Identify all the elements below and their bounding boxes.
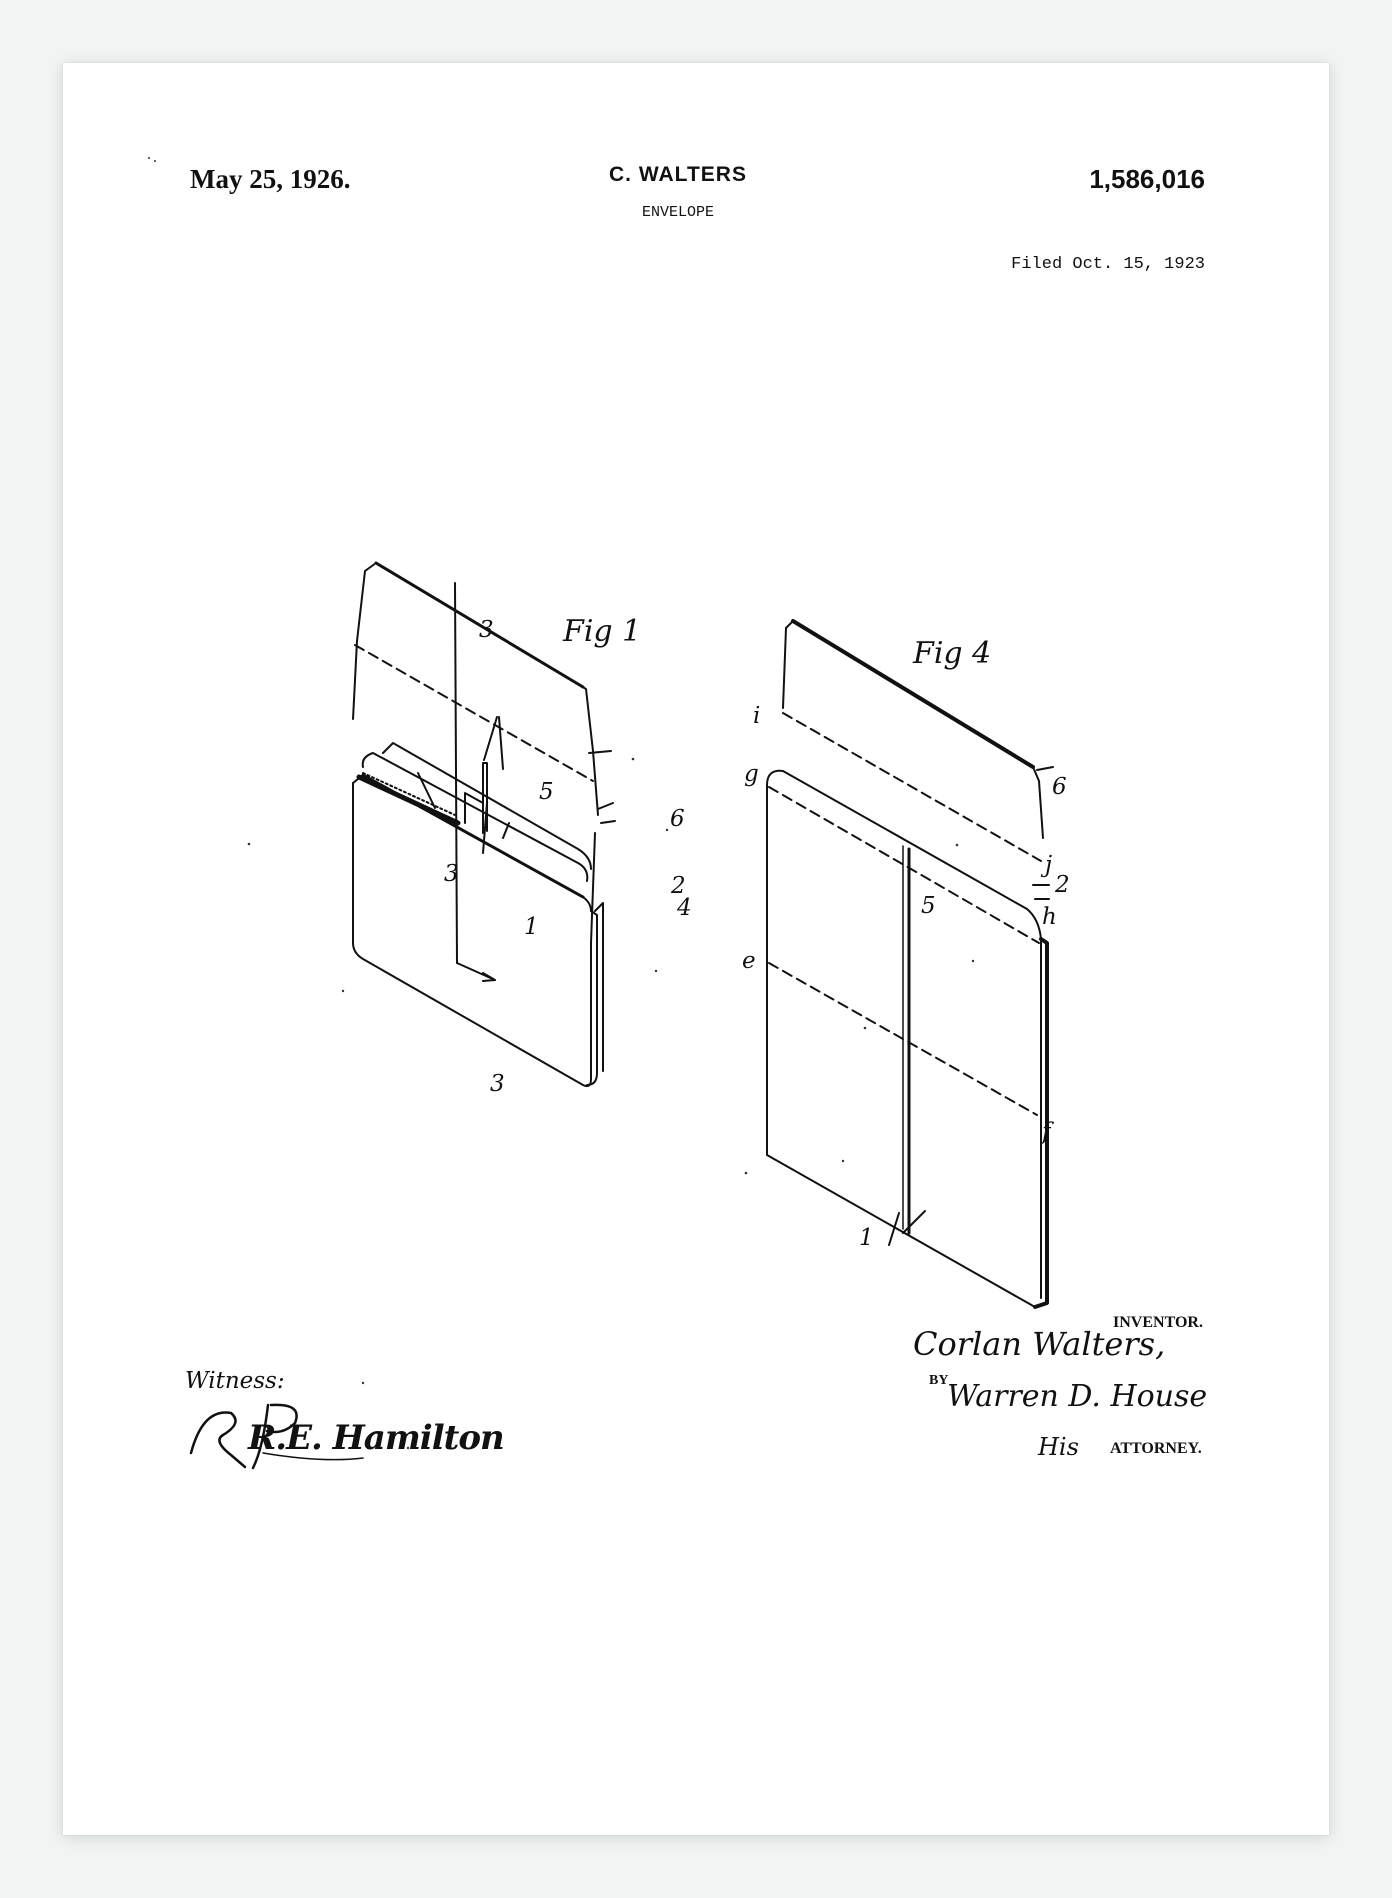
fig4-ref-i: i bbox=[753, 703, 761, 729]
fig1-ref-3-bottom: 3 bbox=[490, 1071, 505, 1097]
paper-specks bbox=[148, 157, 974, 1449]
filed-date: Filed Oct. 15, 1923 bbox=[1011, 255, 1205, 274]
patent-sheet bbox=[63, 63, 1329, 1835]
inventor-label: INVENTOR. bbox=[1113, 1314, 1203, 1331]
patent-drawing bbox=[63, 63, 1329, 1835]
fig1-ref-2: 2 bbox=[671, 873, 686, 899]
his-label: His bbox=[1038, 1433, 1079, 1461]
fig4-ref-h: h bbox=[1042, 904, 1057, 930]
fig4-ref-f: f bbox=[1042, 1119, 1051, 1145]
attorney-label: ATTORNEY. bbox=[1110, 1440, 1202, 1457]
patent-date: May 25, 1926. bbox=[190, 164, 351, 194]
fig4-ref-1: 1 bbox=[859, 1225, 874, 1251]
fig1-ref-4: 4 bbox=[677, 895, 692, 921]
fig1-label: Fig 1 bbox=[563, 614, 642, 649]
fig1-ref-1: 1 bbox=[524, 914, 539, 940]
patent-number: 1,586,016 bbox=[1089, 164, 1205, 194]
fig4-ref-5: 5 bbox=[921, 893, 936, 919]
inventor-signature: Corlan Walters, bbox=[913, 1325, 1166, 1363]
fig4-ref-e: e bbox=[742, 948, 756, 974]
fig4-ref-2: 2 bbox=[1055, 872, 1070, 898]
fig4-ref-j: j bbox=[1045, 852, 1053, 878]
by-label: BY bbox=[929, 1373, 949, 1388]
fig4-envelope bbox=[767, 621, 1053, 1307]
inventor-name: C. WALTERS bbox=[609, 163, 747, 186]
witness-label: Witness: bbox=[185, 1368, 285, 1394]
fig1-ref-6: 6 bbox=[670, 806, 685, 832]
fig1-ref-5: 5 bbox=[539, 779, 554, 805]
patent-title: ENVELOPE bbox=[641, 204, 714, 221]
fig4-label: Fig 4 bbox=[913, 636, 992, 671]
attorney-signature: Warren D. House bbox=[947, 1379, 1208, 1414]
fig4-ref-g: g bbox=[744, 761, 759, 787]
fig1-ref-3-mid: 3 bbox=[444, 861, 459, 887]
witness-signature: R.E. Hamilton bbox=[248, 1418, 504, 1458]
fig1-ref-3-top: 3 bbox=[479, 617, 494, 643]
fig4-ref-6: 6 bbox=[1052, 774, 1067, 800]
